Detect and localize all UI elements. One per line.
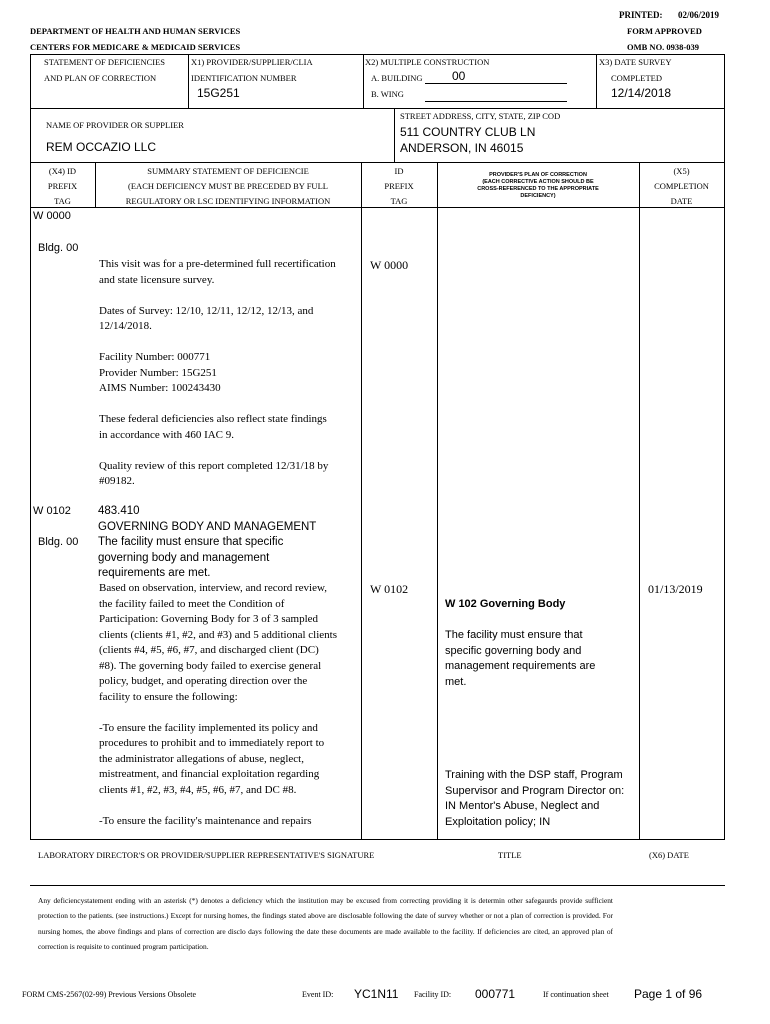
plan-paragraph-1: The facility must ensure that specific governing body and management requirements are met. xyxy=(445,629,596,688)
id-header-1: ID xyxy=(394,166,404,176)
plan-paragraph-2: Training with the DSP staff, Program Supervisor and Program Director on: IN Mentor's Abuse, Neglect and Exploitation policy; IN xyxy=(445,769,625,828)
id-tag-1: W 0000 xyxy=(370,258,409,272)
plan-title: W 102 Governing Body xyxy=(445,598,566,610)
x5-header-1: (X5) xyxy=(673,166,690,176)
provider-name-label: NAME OF PROVIDER OR SUPPLIER xyxy=(46,120,184,130)
x2-label: X2) MULTIPLE CONSTRUCTION xyxy=(365,57,490,67)
building-value: 00 xyxy=(452,69,466,83)
regulation-number: 483.410 xyxy=(98,505,140,517)
printed-date: 02/06/2019 xyxy=(678,10,720,20)
signature-label: LABORATORY DIRECTOR'S OR PROVIDER/SUPPLIER REPRESENTATIVE'S SIGNATURE xyxy=(38,850,375,860)
building-tag-2: Bldg. 00 xyxy=(38,536,79,548)
regulation-block xyxy=(98,504,328,582)
facility-id-value: 000771 xyxy=(475,987,516,1001)
title-label: TITLE xyxy=(498,850,522,860)
page-number: Page 1 of 96 xyxy=(634,987,703,1001)
finding-block xyxy=(99,581,337,829)
aims-number: AIMS Number: 100243430 xyxy=(99,382,221,394)
department-name: DEPARTMENT OF HEALTH AND HUMAN SERVICES xyxy=(30,26,241,36)
city-state-zip: ANDERSON, IN 46015 xyxy=(400,141,524,155)
statement-label-1: STATEMENT OF DEFICIENCIES xyxy=(44,57,166,67)
summary-column xyxy=(99,257,337,505)
x5-header-2: COMPLETION xyxy=(654,181,709,191)
regulation-text: The facility must ensure that specific governing body and management requirements are met. xyxy=(98,536,284,579)
survey-intro: This visit was for a pre-determined full recertification and state licensure survey. xyxy=(99,258,336,286)
survey-dates: Dates of Survey: 12/10, 12/11, 12/12, 12/13, and 12/14/2018. xyxy=(99,304,314,332)
facility-id-label: Facility ID: xyxy=(414,990,452,999)
street-address-label: STREET ADDRESS, CITY, STATE, ZIP COD xyxy=(400,111,561,121)
survey-completed-date: 12/14/2018 xyxy=(611,86,672,100)
summary-header-2: (EACH DEFICIENCY MUST BE PRECEDED BY FULL xyxy=(128,181,328,191)
finding-bullet-1: -To ensure the facility implemented its policy and procedures to prohibit and to immediately report to the administrator allegations of abuse, neglect, mistreatment, and financial exploitation regarding clients #1, #2, #3, #4, #5, #6, #7, and DC #8. xyxy=(99,721,325,796)
finding-bullet-2: -To ensure the facility's maintenance and repairs xyxy=(99,814,312,827)
quality-review-note: Quality review of this report completed 12/31/18 by #09182. xyxy=(99,459,329,487)
id-tag-2: W 0102 xyxy=(370,582,409,596)
event-id-label: Event ID: xyxy=(302,990,334,999)
x4-header-1: (X4) ID xyxy=(48,166,77,176)
x1-label-2: IDENTIFICATION NUMBER xyxy=(191,73,297,83)
x3-label: X3) DATE SURVEY xyxy=(599,57,672,67)
wing-label: B. WING xyxy=(371,89,404,99)
statement-label-2: AND PLAN OF CORRECTION xyxy=(44,73,157,83)
facility-number: Facility Number: 000771 xyxy=(99,351,211,363)
provider-number: Provider Number: 15G251 xyxy=(99,366,217,379)
x1-label-1: X1) PROVIDER/SUPPLIER/CLIA xyxy=(191,57,313,67)
event-id-value: YC1N11 xyxy=(354,987,399,1001)
continuation-label: If continuation sheet xyxy=(543,990,609,999)
completion-date-2: 01/13/2019 xyxy=(648,582,703,596)
centers-name: CENTERS FOR MEDICARE & MEDICAID SERVICES xyxy=(30,42,241,52)
x4-header-3: TAG xyxy=(54,196,71,206)
plan-header-1: PROVIDER'S PLAN OF CORRECTION xyxy=(489,172,587,178)
summary-header-1: SUMMARY STATEMENT OF DEFICIENCIE xyxy=(147,166,309,176)
prefix-tag-2: W 0102 xyxy=(33,505,71,517)
x4-header-2: PREFIX xyxy=(47,181,78,191)
form-approved: FORM APPROVED xyxy=(627,26,702,36)
plan-header-2: (EACH CORRECTIVE ACTION SHOULD BE xyxy=(482,179,594,185)
x3-label-completed: COMPLETED xyxy=(611,73,662,83)
x5-header-3: DATE xyxy=(670,196,693,206)
form-number: FORM CMS-2567(02-99) Previous Versions Obsolete xyxy=(22,990,197,999)
plan-header-3: CROSS-REFERENCED TO THE APPROPRIATE xyxy=(477,186,599,192)
summary-header-3: REGULATORY OR LSC IDENTIFYING INFORMATION xyxy=(125,196,331,206)
street-address: 511 COUNTRY CLUB LN xyxy=(400,125,536,139)
clia-number: 15G251 xyxy=(197,86,240,100)
state-findings-note: These federal deficiencies also reflect state findings in accordance with 460 IAC 9. xyxy=(99,413,327,441)
id-header-3: TAG xyxy=(390,196,408,206)
provider-name: REM OCCAZIO LLC xyxy=(46,140,157,154)
omb-number: OMB NO. 0938-039 xyxy=(627,42,700,52)
date-label: (X6) DATE xyxy=(649,850,689,860)
building-tag-1: Bldg. 00 xyxy=(38,242,79,254)
printed-label: PRINTED: xyxy=(619,10,663,20)
regulation-title: GOVERNING BODY AND MANAGEMENT xyxy=(98,520,317,533)
plan-header-4: DEFICIENCY) xyxy=(520,193,556,199)
prefix-tag-1: W 0000 xyxy=(33,210,71,222)
id-header-2: PREFIX xyxy=(384,181,414,191)
footnote: Any deficiencystatement ending with an asterisk (*) denotes a deficiency which the institution may be excused from correcting providing it is determin other safegaurds provide sufficient protection to the patients. (see instructions.) Except for nursing homes, the findings stated above are disclosable following the date of survey whether or not a plan of correction is provided. For nursing homes, the above findings and plans of correction are disclo days following the date these documents are made available to the facility. If deficiencies are cited, an approved plan of correction is requisite to continued program participation. xyxy=(38,896,613,952)
building-label: A. BUILDING xyxy=(371,73,423,83)
finding-text: Based on observation, interview, and record review, the facility failed to meet the Condition of Participation: Governing Body for 3 of 3 sampled clients (clients #1, #2, and #3) and 5 additional clients (clients #4, #5, #6, #7, and discharged client (DC) #8). The governing body failed to exercise general policy, budget, and operating direction over the facility to ensure the following: xyxy=(99,582,337,703)
